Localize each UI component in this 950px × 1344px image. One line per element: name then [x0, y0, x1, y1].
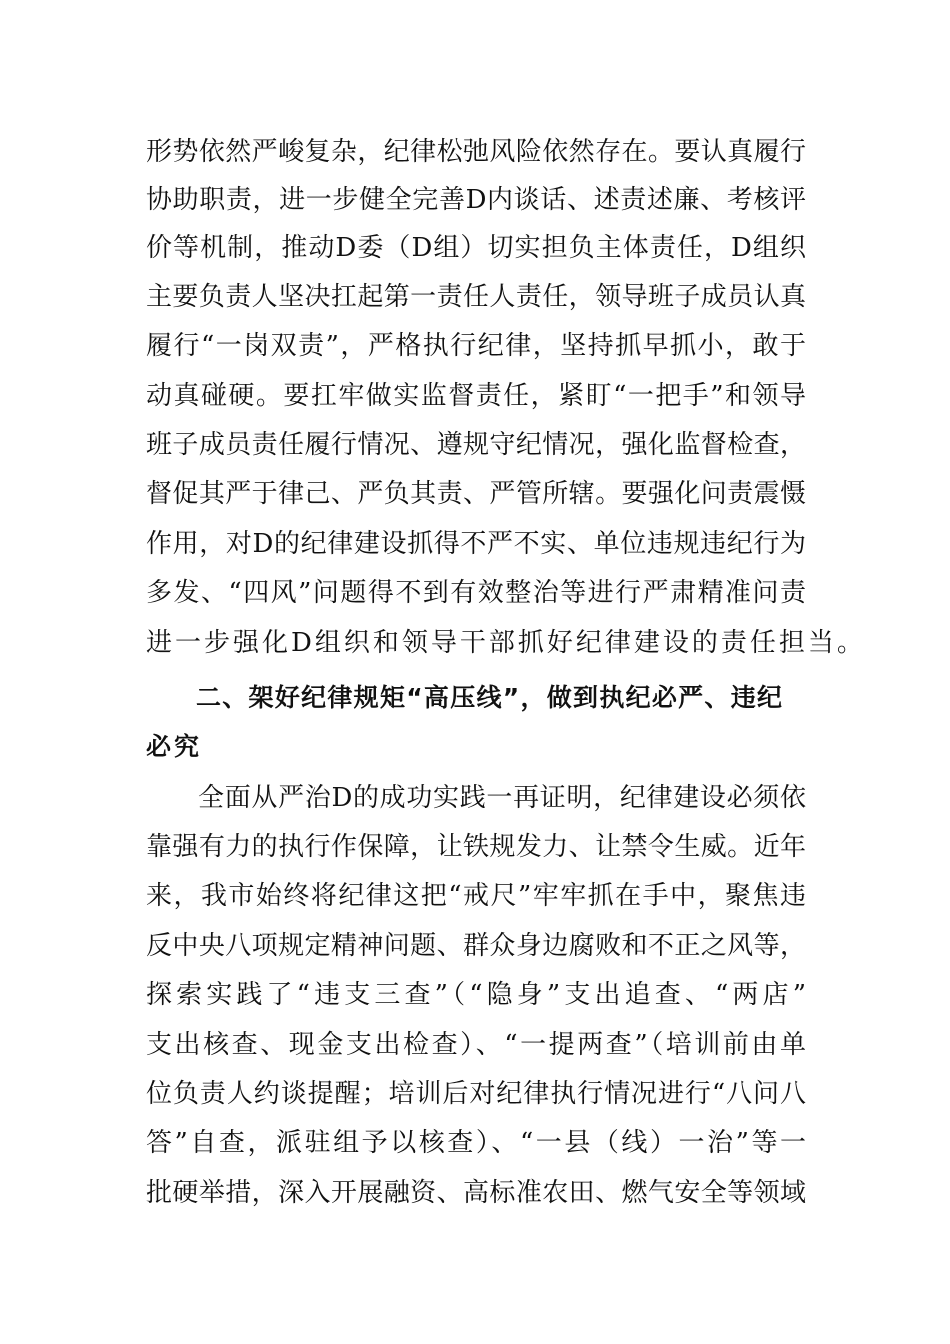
body-text-line: 答”自查，派驻组予以核查）、“一县（线）一治”等一: [146, 1128, 806, 1158]
body-text-line: 班子成员责任履行情况、遵规守纪情况，强化监督检查，: [146, 430, 806, 460]
body-text-line: 批硬举措，深入开展融资、高标准农田、燃气安全等领域: [146, 1178, 806, 1208]
body-text-line: 全面从严治D的成功实践一再证明，纪律建设必须依: [198, 783, 806, 813]
body-text-line: 支出核查、现金支出检查）、“一提两查”（培训前由单: [146, 1030, 806, 1060]
section-heading-continuation: 必究: [146, 732, 203, 761]
body-text-line: 履行“一岗双责”，严格执行纪律，坚持抓早抓小，敢于: [146, 331, 806, 361]
body-text-line: 来，我市始终将纪律这把“戒尺”牢牢抓在手中，聚焦违: [146, 881, 806, 911]
body-text-line: 协助职责，进一步健全完善D内谈话、述责述廉、考核评: [146, 185, 806, 215]
body-text-line: 督促其严于律己、严负其责、严管所辖。要强化问责震慑: [146, 479, 806, 509]
body-text-line: 位负责人约谈提醒；培训后对纪律执行情况进行“八问八: [146, 1079, 806, 1109]
section-heading: 二、架好纪律规矩“高压线”，做到执纪必严、违纪: [196, 683, 782, 712]
body-text-line: 价等机制，推动D委（D组）切实担负主体责任，D组织: [146, 233, 806, 263]
body-text-line: 作用，对D的纪律建设抓得不严不实、单位违规违纪行为: [146, 529, 806, 559]
body-text-line: 形势依然严峻复杂，纪律松弛风险依然存在。要认真履行: [146, 137, 806, 167]
body-text-line: 主要负责人坚决扛起第一责任人责任，领导班子成员认真: [146, 282, 806, 312]
body-text-line: 靠强有力的执行作保障，让铁规发力、让禁令生威。近年: [146, 832, 806, 862]
body-text-line: 多发、“四风”问题得不到有效整治等进行严肃精准问责: [146, 578, 806, 608]
body-text-line: 进一步强化D组织和领导干部抓好纪律建设的责任担当。: [146, 628, 866, 658]
body-text-line: 探索实践了“违支三查”（“隐身”支出追查、“两店”: [146, 980, 806, 1010]
body-text-line: 反中央八项规定精神问题、群众身边腐败和不正之风等，: [146, 931, 806, 961]
body-text-line: 动真碰硬。要扛牢做实监督责任，紧盯“一把手”和领导: [146, 381, 806, 411]
